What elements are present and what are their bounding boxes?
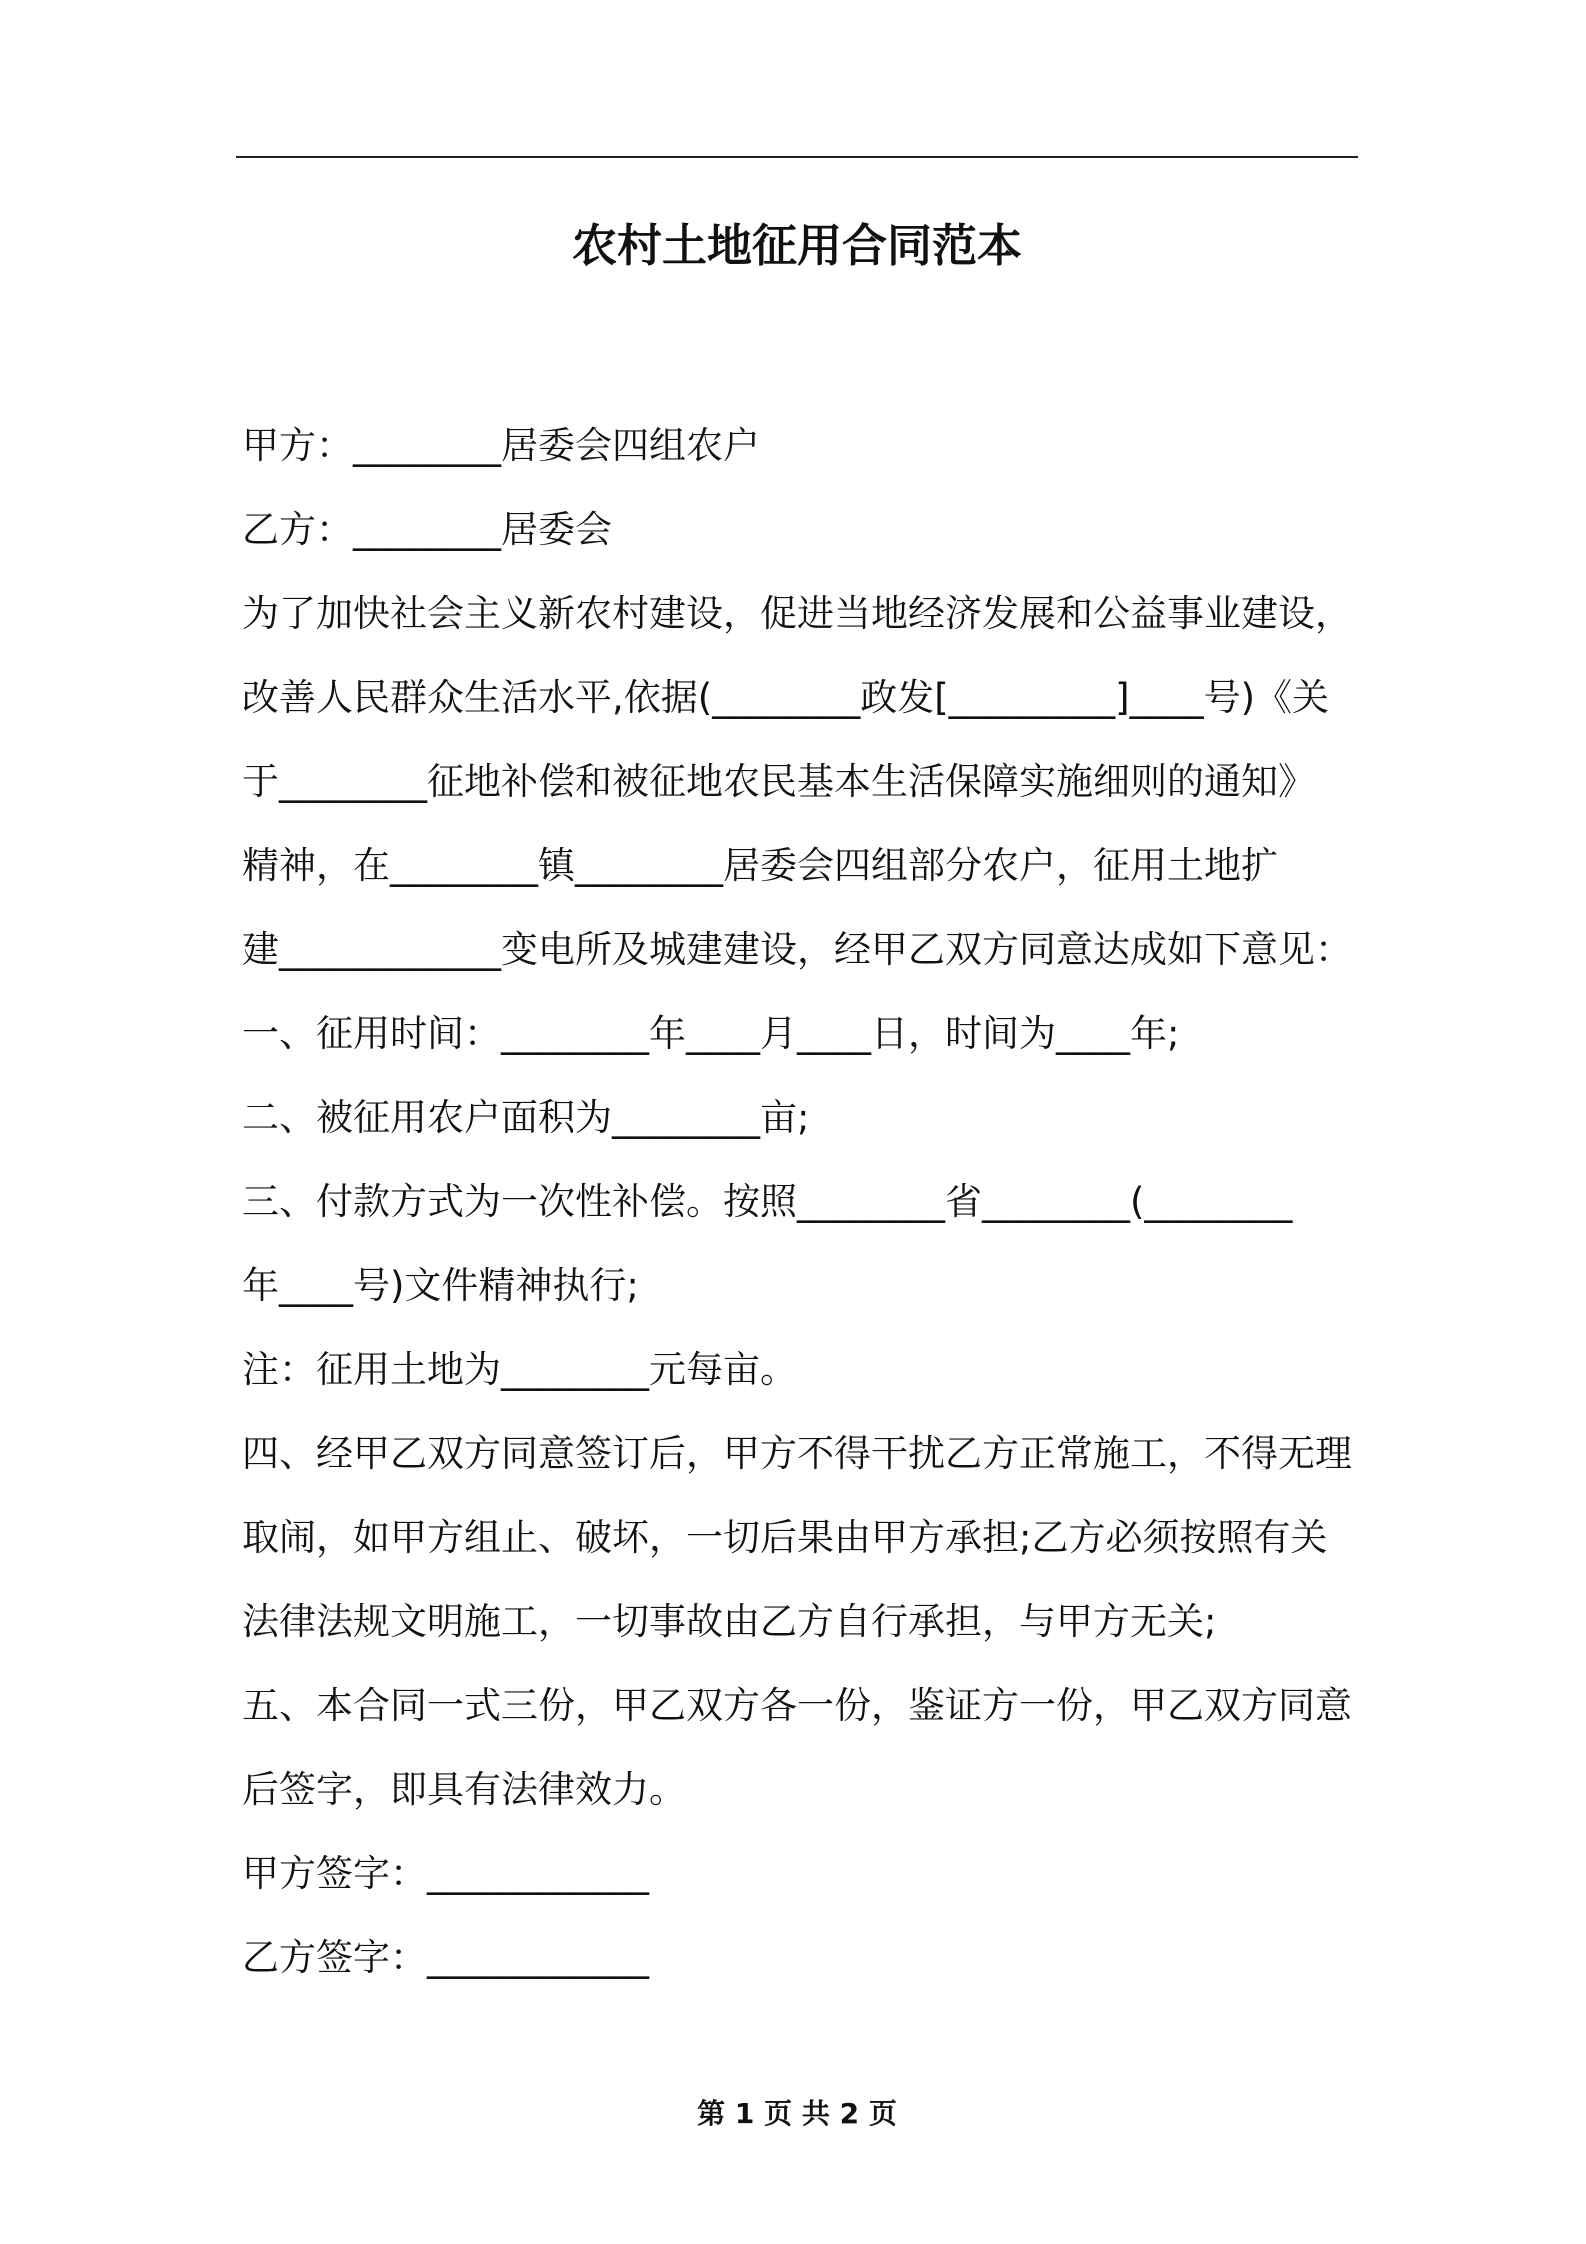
- note-line: 注：征用土地为________元每亩。: [242, 1348, 797, 1391]
- clause-3-line: 年____号)文件精神执行;: [242, 1264, 639, 1307]
- preamble-line: 于________征地补偿和被征地农民基本生活保障实施细则的通知》: [242, 760, 1315, 803]
- page-footer: 第 1 页 共 2 页: [697, 2097, 897, 2130]
- document-title: 农村土地征用合同范本: [571, 219, 1022, 272]
- clause-4-line: 取闹，如甲方组止、破坏，一切后果由甲方承担;乙方必须按照有关: [242, 1516, 1328, 1559]
- clause-5-line: 五、本合同一式三份，甲乙双方各一份，鉴证方一份，甲乙双方同意: [242, 1684, 1352, 1727]
- clause-1-line: 一、征用时间：________年____月____日，时间为____年;: [242, 1012, 1180, 1055]
- clause-5-line: 后签字，即具有法律效力。: [242, 1768, 686, 1811]
- clause-4-line: 四、经甲乙双方同意签订后，甲方不得干扰乙方正常施工，不得无理: [242, 1432, 1352, 1475]
- party-a-line: 甲方：________居委会四组农户: [242, 424, 760, 467]
- preamble-line: 改善人民群众生活水平,依据(________政发[_________]____号)《关: [242, 676, 1330, 719]
- party-b-signature-line: 乙方签字：____________: [242, 1936, 649, 1979]
- preamble-line: 精神，在________镇________居委会四组部分农户，征用土地扩: [242, 844, 1278, 887]
- party-a-signature-line: 甲方签字：____________: [242, 1852, 649, 1895]
- preamble-line: 为了加快社会主义新农村建设，促进当地经济发展和公益事业建设，: [242, 592, 1352, 635]
- clause-3-line: 三、付款方式为一次性补偿。按照________省________(________: [242, 1180, 1293, 1223]
- party-b-line: 乙方：________居委会: [242, 508, 612, 551]
- header-rule: [236, 156, 1358, 158]
- contract-body: [242, 404, 1358, 2000]
- clause-2-line: 二、被征用农户面积为________亩;: [242, 1096, 810, 1139]
- clause-4-line: 法律法规文明施工，一切事故由乙方自行承担，与甲方无关;: [242, 1600, 1217, 1643]
- preamble-line: 建____________变电所及城建建设，经甲乙双方同意达成如下意见：: [242, 928, 1352, 971]
